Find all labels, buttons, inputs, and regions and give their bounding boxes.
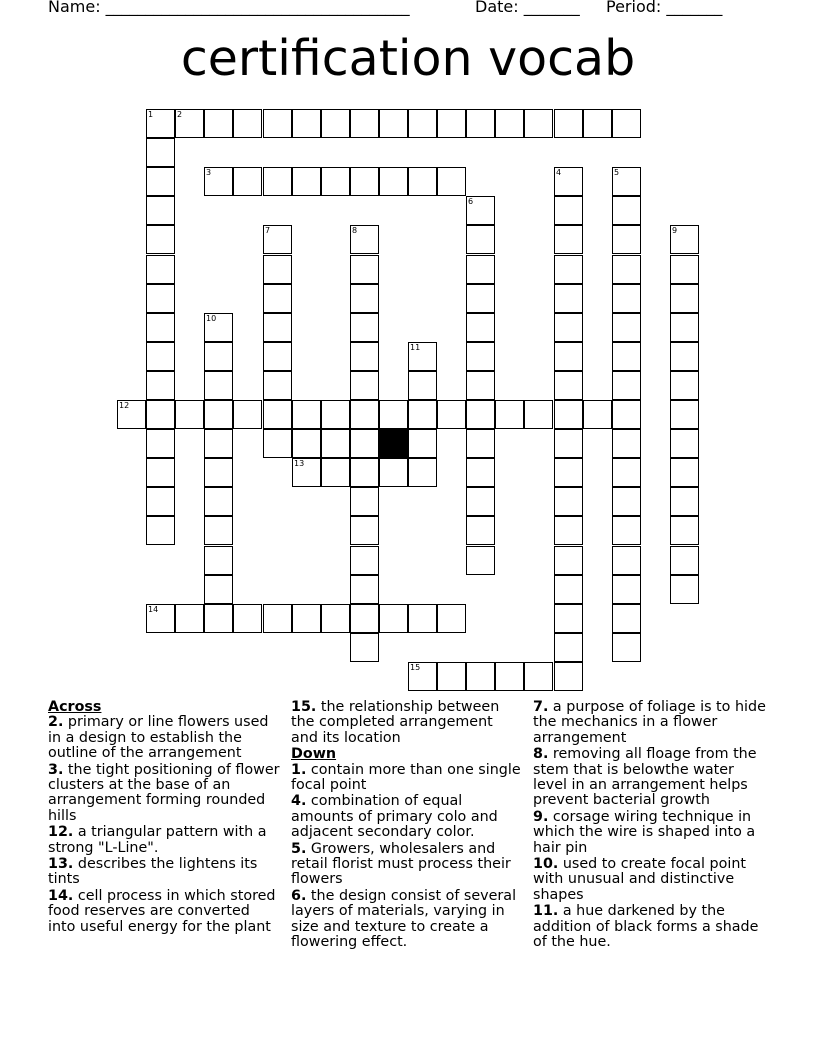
clue-down-10: 10. used to create focal point with unusual and distinctive shapes	[533, 856, 747, 903]
grid-cell[interactable]	[146, 429, 175, 458]
clue-across-14: 14. cell process in which stored food reserves are converted into useful energy for the plant	[48, 887, 276, 935]
date-field[interactable]: Date: _______	[475, 0, 580, 16]
clue-number: 11	[410, 343, 421, 352]
grid-cell[interactable]	[466, 284, 495, 313]
grid-cell[interactable]	[321, 167, 350, 196]
grid-cell[interactable]	[350, 109, 379, 138]
grid-cell[interactable]	[612, 633, 641, 662]
grid-cell[interactable]	[321, 400, 350, 429]
grid-cell[interactable]	[350, 371, 379, 400]
clue-down-4: 4. combination of equal amounts of primary colo and adjacent secondary color.	[291, 793, 498, 841]
clue-number: 13	[294, 459, 305, 468]
grid-cell[interactable]	[612, 284, 641, 313]
grid-cell[interactable]	[554, 546, 583, 575]
grid-cell[interactable]	[263, 167, 292, 196]
grid-cell[interactable]	[263, 604, 292, 633]
grid-cell[interactable]	[495, 662, 524, 691]
grid-cell[interactable]	[204, 604, 233, 633]
grid-cell[interactable]	[408, 342, 437, 371]
name-field[interactable]: Name: ______________________________________	[48, 0, 410, 16]
grid-cell[interactable]	[146, 604, 175, 633]
grid-cell[interactable]	[612, 400, 641, 429]
clue-number: 5	[614, 168, 620, 177]
grid-cell[interactable]	[350, 604, 379, 633]
grid-cell[interactable]	[670, 313, 699, 342]
grid-cell[interactable]	[263, 109, 292, 138]
clue-number: 10	[206, 314, 217, 323]
clue-number: 4	[556, 168, 562, 177]
grid-cell[interactable]	[233, 167, 262, 196]
grid-cell[interactable]	[554, 487, 583, 516]
clues-column-1	[48, 700, 280, 936]
grid-cell[interactable]	[263, 313, 292, 342]
clue-number: 7	[265, 226, 271, 235]
grid-cell[interactable]	[612, 458, 641, 487]
grid-cell[interactable]	[263, 225, 292, 254]
grid-cell[interactable]	[466, 662, 495, 691]
clue-down-5: 5. Growers, wholesalers and retail florist must process their flowers	[291, 840, 511, 888]
grid-cell[interactable]	[204, 167, 233, 196]
clue-number: 1	[148, 110, 154, 119]
grid-cell[interactable]	[612, 575, 641, 604]
grid-cell[interactable]	[554, 662, 583, 691]
grid-cell[interactable]	[175, 400, 204, 429]
grid-cell[interactable]	[204, 400, 233, 429]
grid-cell[interactable]	[146, 313, 175, 342]
grid-cell[interactable]	[204, 458, 233, 487]
grid-cell[interactable]	[554, 604, 583, 633]
period-field[interactable]: Period: _______	[606, 0, 723, 16]
grid-cell[interactable]	[204, 429, 233, 458]
grid-cell[interactable]	[612, 313, 641, 342]
grid-cell[interactable]	[583, 400, 612, 429]
clue-number: 8	[352, 226, 358, 235]
clue-number: 6	[468, 197, 474, 206]
grid-cell[interactable]	[350, 633, 379, 662]
grid-cell[interactable]	[670, 255, 699, 284]
clue-number: 15	[410, 663, 421, 672]
grid-cell[interactable]	[204, 371, 233, 400]
clue-across-3: 3. the tight positioning of flower clusters at the base of an arrangement forming rounded hills	[48, 761, 280, 824]
grid-cell[interactable]	[350, 516, 379, 545]
grid-cell[interactable]	[466, 313, 495, 342]
grid-cell[interactable]	[466, 196, 495, 225]
grid-cell[interactable]	[379, 604, 408, 633]
down-heading: Down	[291, 746, 337, 763]
grid-cell[interactable]	[175, 109, 204, 138]
grid-cell[interactable]	[321, 604, 350, 633]
grid-cell[interactable]	[583, 109, 612, 138]
grid-cell[interactable]	[292, 167, 321, 196]
grid-cell[interactable]	[350, 167, 379, 196]
grid-cell[interactable]	[466, 342, 495, 371]
grid-cell[interactable]	[350, 400, 379, 429]
grid-cell[interactable]	[204, 575, 233, 604]
grid-cell[interactable]	[321, 109, 350, 138]
grid-cell[interactable]	[554, 284, 583, 313]
grid-cell[interactable]	[437, 604, 466, 633]
grid-cell[interactable]	[204, 487, 233, 516]
grid-cell[interactable]	[263, 342, 292, 371]
grid-cell[interactable]	[350, 575, 379, 604]
grid-cell[interactable]	[466, 371, 495, 400]
grid-cell[interactable]	[466, 546, 495, 575]
grid-cell[interactable]	[437, 400, 466, 429]
grid-cell[interactable]	[408, 400, 437, 429]
grid-cell[interactable]	[554, 458, 583, 487]
grid-cell[interactable]	[612, 342, 641, 371]
grid-cell[interactable]	[146, 516, 175, 545]
grid-cell[interactable]	[554, 225, 583, 254]
grid-cell[interactable]	[146, 458, 175, 487]
grid-cell[interactable]	[408, 429, 437, 458]
grid-cell[interactable]	[670, 516, 699, 545]
clues-column-3	[533, 700, 768, 952]
grid-cell[interactable]	[670, 371, 699, 400]
clue-number: 14	[148, 605, 159, 614]
grid-cell[interactable]	[263, 284, 292, 313]
grid-cell[interactable]	[612, 225, 641, 254]
clue-number: 9	[672, 226, 678, 235]
clue-down-1: 1. contain more than one single focal point	[291, 761, 521, 794]
page-title: certification vocab	[180, 30, 636, 87]
grid-cell[interactable]	[612, 255, 641, 284]
grid-cell[interactable]	[204, 313, 233, 342]
grid-cell[interactable]	[670, 284, 699, 313]
grid-cell[interactable]	[146, 196, 175, 225]
grid-cell[interactable]	[379, 458, 408, 487]
grid-cell[interactable]	[670, 487, 699, 516]
grid-cell[interactable]	[612, 516, 641, 545]
clue-across-13: 13. describes the lightens its tints	[48, 856, 258, 888]
grid-cell[interactable]	[554, 342, 583, 371]
grid-cell[interactable]	[554, 633, 583, 662]
grid-cell[interactable]	[554, 167, 583, 196]
black-cell	[379, 429, 408, 458]
grid-cell[interactable]	[466, 429, 495, 458]
grid-cell[interactable]	[204, 342, 233, 371]
clue-down-7: 7. a purpose of foliage is to hide the mechanics in a flower arrangement	[533, 699, 766, 746]
grid-cell[interactable]	[466, 225, 495, 254]
grid-cell[interactable]	[466, 109, 495, 138]
grid-cell[interactable]	[408, 458, 437, 487]
grid-cell[interactable]	[146, 109, 175, 138]
grid-cell[interactable]	[263, 371, 292, 400]
grid-cell[interactable]	[350, 458, 379, 487]
grid-cell[interactable]	[554, 196, 583, 225]
clue-number: 2	[177, 110, 183, 119]
clue-across-15: 15. the relationship between the completed arrangement and its location	[291, 699, 500, 746]
across-heading: Across	[48, 699, 102, 715]
grid-cell[interactable]	[146, 255, 175, 284]
grid-cell[interactable]	[350, 313, 379, 342]
grid-cell[interactable]	[554, 109, 583, 138]
grid-cell[interactable]	[524, 662, 553, 691]
grid-cell[interactable]	[350, 429, 379, 458]
grid-cell[interactable]	[437, 662, 466, 691]
grid-cell[interactable]	[612, 604, 641, 633]
grid-cell[interactable]	[263, 400, 292, 429]
grid-cell[interactable]	[204, 516, 233, 545]
grid-cell[interactable]	[466, 400, 495, 429]
grid-cell[interactable]	[292, 458, 321, 487]
grid-cell[interactable]	[350, 546, 379, 575]
clues-column-2	[291, 700, 521, 952]
clue-across-2: 2. primary or line flowers used in a design to establish the outline of the arrangement	[48, 714, 269, 762]
clue-number: 12	[119, 401, 130, 410]
grid-cell[interactable]	[466, 458, 495, 487]
grid-cell[interactable]	[408, 604, 437, 633]
clue-down-9: 9. corsage wiring technique in which the wire is shaped into a hair pin	[533, 808, 756, 856]
grid-cell[interactable]	[379, 167, 408, 196]
grid-cell[interactable]	[670, 429, 699, 458]
grid-cell[interactable]	[554, 371, 583, 400]
grid-cell[interactable]	[437, 167, 466, 196]
grid-cell[interactable]	[321, 429, 350, 458]
grid-cell[interactable]	[146, 284, 175, 313]
grid-cell[interactable]	[350, 342, 379, 371]
grid-cell[interactable]	[670, 225, 699, 254]
grid-cell[interactable]	[146, 342, 175, 371]
grid-cell[interactable]	[408, 167, 437, 196]
grid-cell[interactable]	[204, 109, 233, 138]
grid-cell[interactable]	[554, 429, 583, 458]
grid-cell[interactable]	[670, 342, 699, 371]
grid-cell[interactable]	[321, 458, 350, 487]
grid-cell[interactable]	[379, 400, 408, 429]
grid-cell[interactable]	[146, 371, 175, 400]
grid-cell[interactable]	[350, 284, 379, 313]
grid-cell[interactable]	[233, 400, 262, 429]
grid-cell[interactable]	[146, 487, 175, 516]
grid-cell[interactable]	[612, 487, 641, 516]
grid-cell[interactable]	[408, 109, 437, 138]
grid-cell[interactable]	[466, 255, 495, 284]
grid-cell[interactable]	[175, 604, 204, 633]
grid-cell[interactable]	[670, 546, 699, 575]
grid-cell[interactable]	[554, 255, 583, 284]
grid-cell[interactable]	[408, 662, 437, 691]
grid-cell[interactable]	[554, 516, 583, 545]
grid-cell[interactable]	[146, 400, 175, 429]
grid-cell[interactable]	[524, 109, 553, 138]
grid-cell[interactable]	[670, 575, 699, 604]
grid-cell[interactable]	[204, 546, 233, 575]
grid-cell[interactable]	[670, 400, 699, 429]
grid-cell[interactable]	[292, 429, 321, 458]
grid-cell[interactable]	[292, 400, 321, 429]
grid-cell[interactable]	[146, 225, 175, 254]
grid-cell[interactable]	[146, 138, 175, 167]
clue-across-12: 12. a triangular pattern with a strong "L-Line".	[48, 824, 267, 856]
grid-cell[interactable]	[379, 109, 408, 138]
grid-cell[interactable]	[263, 255, 292, 284]
clue-number: 3	[206, 168, 212, 177]
grid-cell[interactable]	[495, 109, 524, 138]
grid-cell[interactable]	[408, 371, 437, 400]
grid-cell[interactable]	[233, 604, 262, 633]
grid-cell[interactable]	[524, 400, 553, 429]
grid-cell[interactable]	[612, 167, 641, 196]
grid-cell[interactable]	[612, 196, 641, 225]
grid-cell[interactable]	[233, 109, 262, 138]
grid-cell[interactable]	[437, 109, 466, 138]
grid-cell[interactable]	[263, 429, 292, 458]
grid-cell[interactable]	[292, 604, 321, 633]
grid-cell[interactable]	[554, 400, 583, 429]
grid-cell[interactable]	[554, 313, 583, 342]
grid-cell[interactable]	[612, 429, 641, 458]
grid-cell[interactable]	[466, 516, 495, 545]
grid-cell[interactable]	[350, 255, 379, 284]
clue-down-8: 8. removing all floage from the stem that is belowthe water level in an arrangement helps prevent bacterial growth	[533, 746, 757, 809]
grid-cell[interactable]	[146, 167, 175, 196]
grid-cell[interactable]	[117, 400, 146, 429]
grid-cell[interactable]	[495, 400, 524, 429]
grid-cell[interactable]	[612, 546, 641, 575]
grid-cell[interactable]	[350, 225, 379, 254]
grid-cell[interactable]	[554, 575, 583, 604]
clue-down-6: 6. the design consist of several layers of materials, varying in size and texture to create a flowering effect.	[291, 887, 517, 951]
grid-cell[interactable]	[670, 458, 699, 487]
grid-cell[interactable]	[612, 109, 641, 138]
grid-cell[interactable]	[292, 109, 321, 138]
grid-cell[interactable]	[466, 487, 495, 516]
clue-down-11: 11. a hue darkened by the addition of black forms a shade of the hue.	[533, 903, 759, 951]
grid-cell[interactable]	[612, 371, 641, 400]
grid-cell[interactable]	[350, 487, 379, 516]
